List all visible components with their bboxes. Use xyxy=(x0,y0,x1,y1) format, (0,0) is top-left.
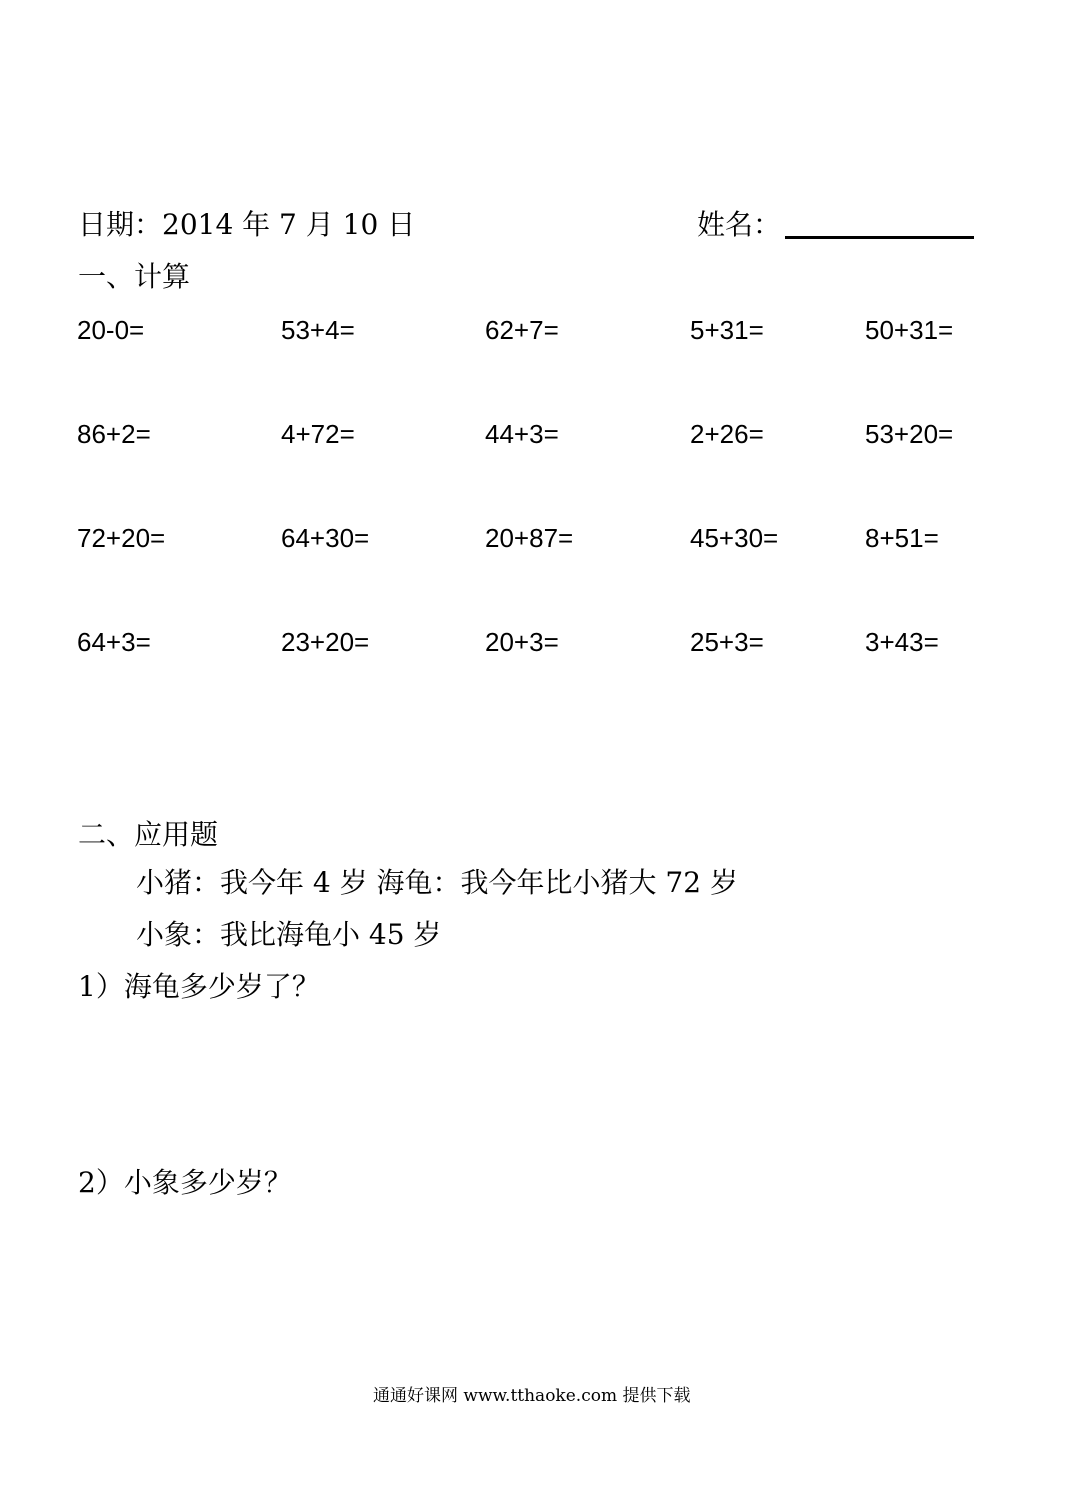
calc-problem: 4+72= xyxy=(281,419,355,449)
calc-problem: 44+3= xyxy=(485,419,559,449)
word-problem-line-2: 小象：我比海龟小 45 岁 xyxy=(136,918,442,951)
calc-problem: 53+4= xyxy=(281,315,355,345)
name-blank-line[interactable] xyxy=(785,236,974,239)
question-2: 2）小象多少岁？ xyxy=(78,1166,292,1199)
calc-problem: 45+30= xyxy=(690,523,779,553)
date-label: 日期：2014 年 7 月 10 日 xyxy=(78,208,416,241)
calc-problem: 8+51= xyxy=(865,523,939,553)
calc-problem: 86+2= xyxy=(77,419,151,449)
calc-problem: 25+3= xyxy=(690,627,764,657)
footer-text: 通通好课网 www.tthaoke.com 提供下载 xyxy=(373,1386,691,1406)
section-calc-title: 一、计算 xyxy=(78,260,191,293)
calc-problem: 23+20= xyxy=(281,627,370,657)
calc-problem: 2+26= xyxy=(690,419,764,449)
calc-problem: 64+30= xyxy=(281,523,370,553)
calc-problem: 5+31= xyxy=(690,315,764,345)
question-1: 1）海龟多少岁了？ xyxy=(78,970,320,1003)
calc-problem: 20+87= xyxy=(485,523,574,553)
calc-problem: 53+20= xyxy=(865,419,954,449)
section-word-problem-title: 二、应用题 xyxy=(78,818,219,851)
calc-problem: 50+31= xyxy=(865,315,954,345)
name-label: 姓名： xyxy=(697,208,782,241)
calc-problem: 64+3= xyxy=(77,627,151,657)
calc-problem: 72+20= xyxy=(77,523,166,553)
calc-problem: 20-0= xyxy=(77,315,145,345)
calc-problem: 62+7= xyxy=(485,315,559,345)
calc-problem: 3+43= xyxy=(865,627,939,657)
calc-problem: 20+3= xyxy=(485,627,559,657)
word-problem-line-1: 小猪：我今年 4 岁 海龟：我今年比小猪大 72 岁 xyxy=(136,866,738,899)
